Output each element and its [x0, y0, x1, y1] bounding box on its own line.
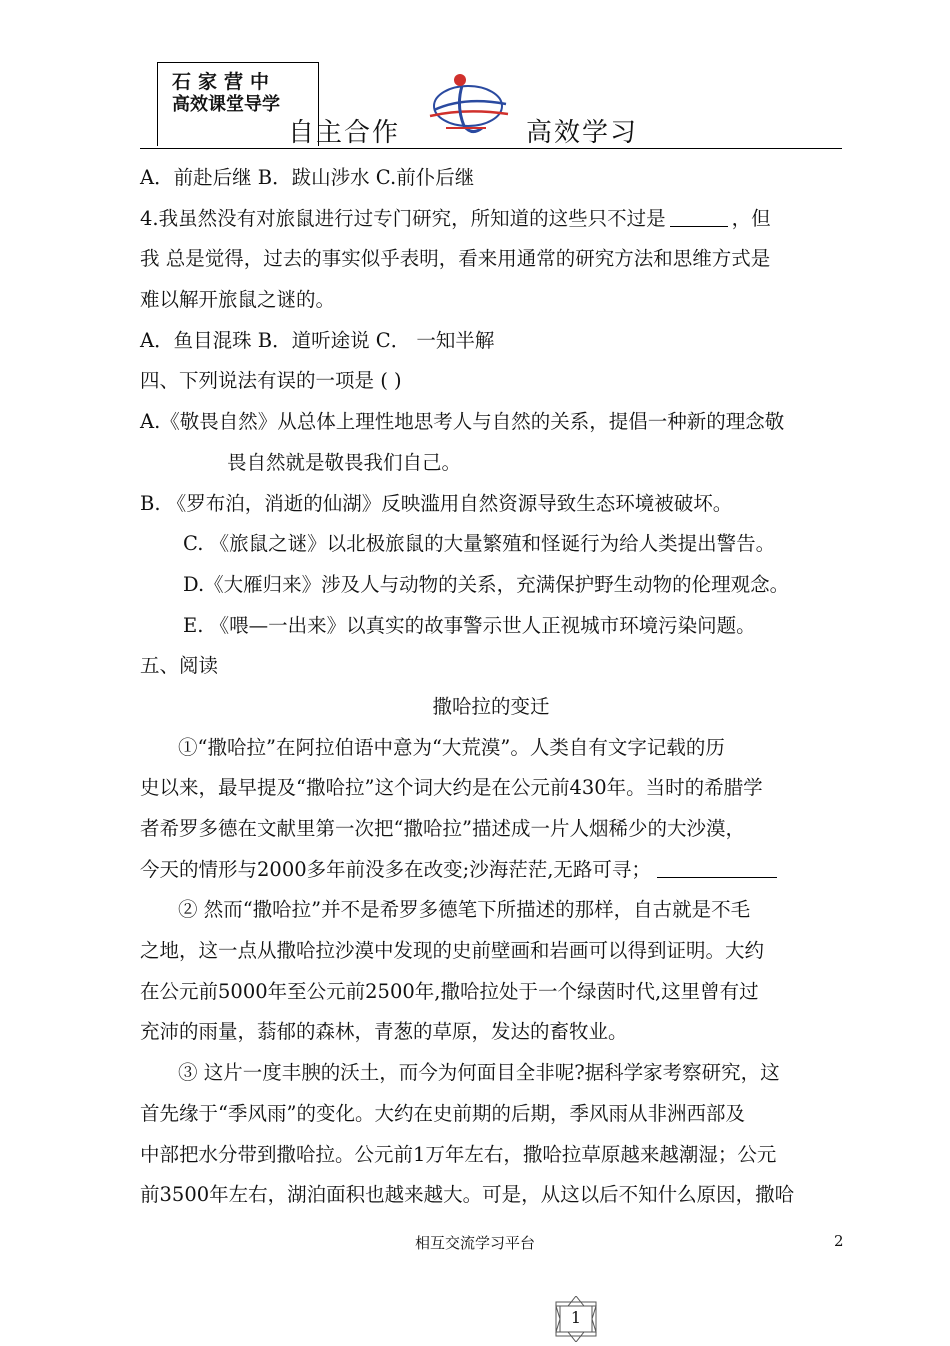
paragraph-line: ③ 这片一度丰腴的沃土，而今为何面目全非呢?据科学家考察研究，这: [178, 1061, 780, 1085]
paragraph-line: 在公元前5000年至公元前2500年,撒哈拉处于一个绿茵时代,这里曾有过: [140, 979, 759, 1003]
paragraph-line: ② 然而“撒哈拉”并不是希罗多德笔下所描述的那样，自古就是不毛: [178, 898, 751, 922]
option-b: B. 《罗布泊，消逝的仙湖》反映滥用自然资源导致生态环境被破坏。: [140, 491, 733, 515]
slogan-left: 自主合作: [288, 118, 401, 148]
option-c: C. 《旅鼠之谜》以北极旅鼠的大量繁殖和怪诞行为给人类提出警告。: [183, 532, 776, 556]
slogan-right: 高效学习: [526, 118, 639, 148]
footer-platform: 相互交流学习平台: [414, 1234, 535, 1252]
school-name: 石家营中: [172, 71, 277, 93]
paragraph-line: 前3500年左右，湖泊面积也越来越大。可是，从这以后不知什么原因，撒哈: [140, 1183, 795, 1207]
section-heading: 四、下列说法有误的一项是 ( ): [140, 369, 402, 393]
document-body: [140, 158, 842, 1216]
paragraph-line: 首先缘于“季风雨”的变化。大约在史前期的后期，季风雨从非洲西部及: [140, 1101, 745, 1125]
section-heading: 五、阅读: [140, 654, 219, 678]
passage-title: 撒哈拉的变迁: [432, 694, 550, 718]
question-text-tail: ，但: [731, 206, 771, 230]
choice-line: A．前赴后继 B．跋山涉水 C.前仆后继: [140, 166, 475, 189]
school-subtitle: 高效课堂导学: [172, 94, 280, 115]
text-line: 难以解开旅鼠之谜的。: [140, 288, 336, 312]
paragraph-line: 之地，这一点从撒哈拉沙漠中发现的史前壁画和岩画可以得到证明。大约: [140, 939, 765, 963]
badge-number: 1: [570, 1308, 582, 1327]
paragraph-line: [140, 850, 842, 891]
option-a: A.《敬畏自然》从总体上理性地思考人与自然的关系，提倡一种新的理念敬: [140, 410, 785, 434]
option-e: E. 《喂—一出来》以真实的故事警示世人正视城市环境污染问题。: [183, 613, 756, 637]
paragraph-line: 充沛的雨量，蓊郁的森林，青葱的草原，发达的畜牧业。: [140, 1020, 628, 1044]
header-rule: [140, 148, 842, 149]
fill-blank[interactable]: [657, 853, 777, 878]
fill-blank[interactable]: [670, 202, 728, 227]
paragraph-line: ①“撒哈拉”在阿拉伯语中意为“大荒漠”。人类自有文字记载的历: [178, 735, 725, 759]
option-d: D.《大雁归来》涉及人与动物的关系，充满保护野生动物的伦理观念。: [183, 572, 790, 596]
question-text: 4.我虽然没有对旅鼠进行过专门研究，所知道的这些只不过是: [140, 206, 666, 230]
paragraph-line: 史以来，最早提及“撒哈拉”这个词大约是在公元前430年。当时的希腊学: [140, 776, 763, 800]
school-logo-icon: [416, 66, 512, 140]
page-header: [140, 60, 842, 150]
paragraph-text: 今天的情形与2000多年前没多在改变;沙海茫茫,无路可寻；: [140, 857, 651, 881]
page-badge: [540, 1296, 612, 1342]
text-line: 我 总是觉得，过去的事实似乎表明，看来用通常的研究方法和思维方式是: [140, 247, 771, 271]
paragraph-line: 中部把水分带到撒哈拉。公元前1万年左右，撒哈拉草原越来越潮湿；公元: [140, 1142, 777, 1166]
question-line: [140, 199, 842, 240]
option-a-cont: 畏自然就是敬畏我们自己。: [227, 450, 462, 474]
paragraph-line: 者希罗多德在文献里第一次把“撒哈拉”描述成一片人烟稀少的大沙漠，: [140, 817, 745, 840]
page-number: 2: [834, 1232, 844, 1250]
choice-line: A．鱼目混珠 B．道听途说 C． 一知半解: [140, 328, 495, 352]
